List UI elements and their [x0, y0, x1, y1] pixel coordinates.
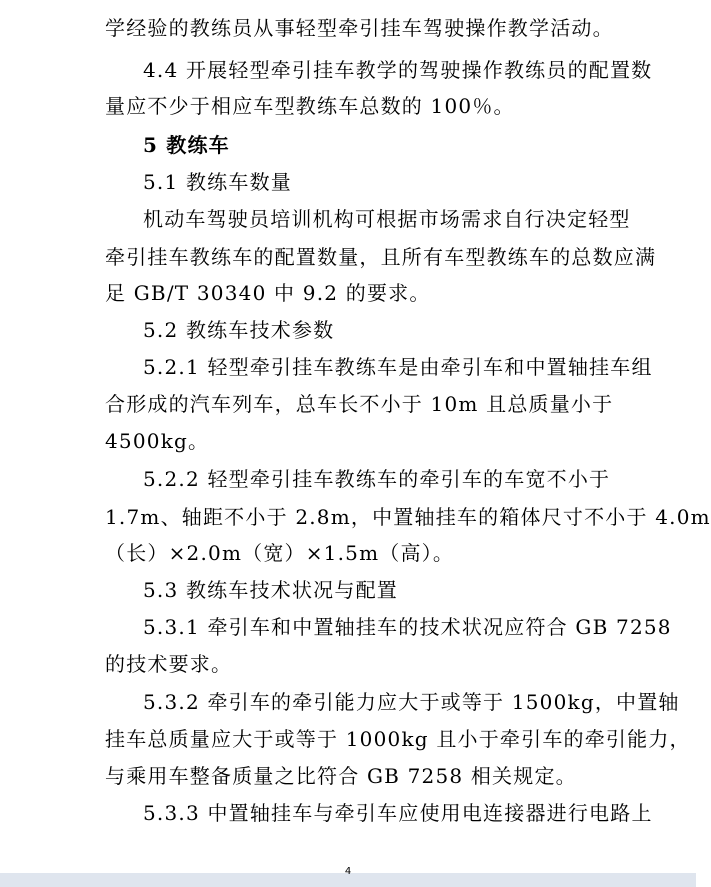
- body-text-line: 挂车总质量应大于或等于 1000kg 且小于牵引车的牵引能力，: [105, 727, 691, 751]
- section-5-3-2-text: 5.3.2 牵引车的牵引能力应大于或等于 1500kg，中置轴: [143, 690, 680, 714]
- body-text-line: 1.7m、轴距不小于 2.8m，中置轴挂车的箱体尺寸不小于 4.0m: [105, 505, 711, 529]
- body-text-line: 量应不少于相应车型教练车总数的 100％。: [105, 94, 515, 118]
- body-text-line: 的技术要求。: [105, 652, 233, 676]
- section-4-4-text: 4.4 开展轻型牵引挂车教学的驾驶操作教练员的配置数: [143, 58, 653, 82]
- body-text-line: （长）×2.0m（宽）×1.5m（高）。: [105, 541, 455, 565]
- section-5-2-1-text: 5.2.1 轻型牵引挂车教练车是由牵引车和中置轴挂车组: [143, 355, 653, 379]
- section-5-heading: 5 教练车: [143, 133, 230, 157]
- section-5-3-3-text: 5.3.3 中置轴挂车与牵引车应使用电连接器进行电路上: [143, 801, 653, 825]
- body-text-line: 合形成的汽车列车，总车长不小于 10m 且总质量小于: [105, 392, 614, 416]
- section-5-1-heading: 5.1 教练车数量: [143, 170, 292, 194]
- section-5-2-heading: 5.2 教练车技术参数: [143, 318, 335, 342]
- section-5-3-heading: 5.3 教练车技术状况与配置: [143, 578, 398, 602]
- body-text-line: 足 GB/T 30340 中 9.2 的要求。: [105, 281, 431, 305]
- body-text-line: 牵引挂车教练车的配置数量，且所有车型教练车的总数应满: [105, 245, 657, 269]
- body-text-line: 学经验的教练员从事轻型牵引挂车驾驶操作教学活动。: [105, 16, 614, 40]
- body-text-line: 4500kg。: [105, 429, 210, 453]
- body-text-line: 机动车驾驶员培训机构可根据市场需求自行决定轻型: [143, 207, 631, 231]
- section-5-3-1-text: 5.3.1 牵引车和中置轴挂车的技术状况应符合 GB 7258: [143, 615, 672, 639]
- section-5-2-2-text: 5.2.2 轻型牵引挂车教练车的牵引车的车宽不小于: [143, 467, 611, 491]
- page-number: 4: [344, 866, 352, 877]
- body-text-line: 与乘用车整备质量之比符合 GB 7258 相关规定。: [105, 764, 577, 788]
